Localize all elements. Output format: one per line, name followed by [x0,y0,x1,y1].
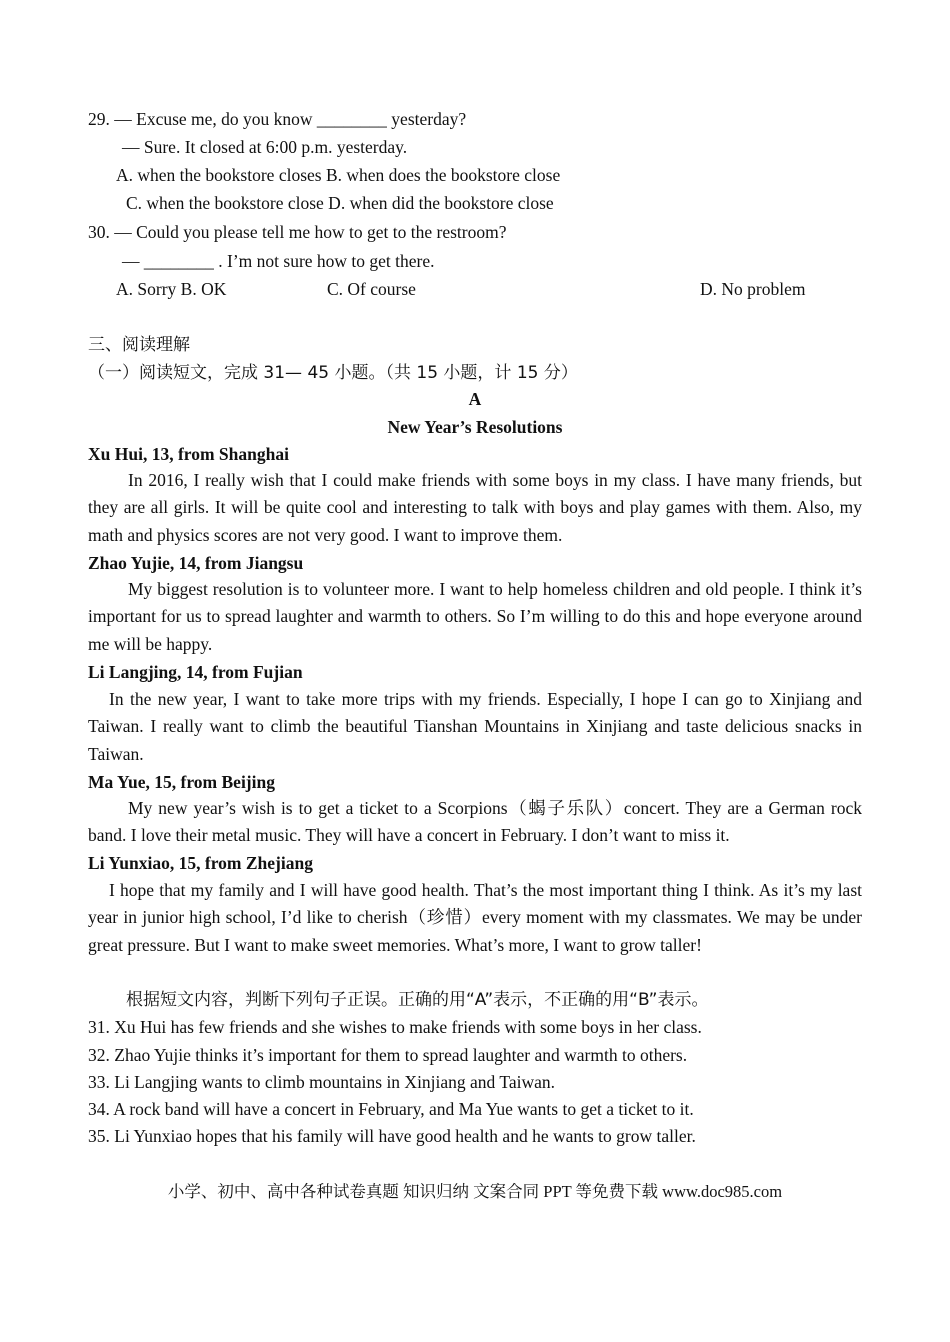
section-subtitle: （一）阅读短文，完成 31— 45 小题。（共 15 小题，计 15 分） [88,363,578,383]
entry-text: My new year’s wish is to get a ticket to a Scorpions（蝎子乐队）concert. They are a German rock band. I love their metal music. They will have a concert in February. I don’t want to miss it. [88,798,862,846]
entry-text: In the new year, I want to take more trips with my friends. Especially, I hope I can go to Xinjiang and Taiwan. I really want to climb the beautiful Tianshan Mountains in Xinjiang and taste delicious snacks in Taiwan. [88,689,862,764]
statement-31: 31. Xu Hui has few friends and she wishes to make friends with some boys in her class. [88,1017,702,1037]
question-30-options-ab: A. Sorry B. OK [116,279,227,299]
question-29-options-ab: A. when the bookstore closes B. when does the bookstore close [116,165,561,185]
entry-name: Zhao Yujie, 14, from Jiangsu [88,553,304,573]
page-footer: 小学、初中、高中各种试卷真题 知识归纳 文案合同 PPT 等免费下载 www.doc985.com [167,1182,783,1201]
question-29-options-cd: C. when the bookstore close D. when did the bookstore close [126,193,554,213]
statement-35: 35. Li Yunxiao hopes that his family will have good health and he wants to grow taller. [88,1126,696,1146]
instruction: 根据短文内容，判断下列句子正误。正确的用“A”表示，不正确的用“B”表示。 [126,990,709,1010]
entry-text: In 2016, I really wish that I could make friends with some boys in my class. I have many friends, but they are all girls. It will be quite cool and interesting to talk with boys and play games with them. Also, my math and physics scores are not very good. I want to improve them. [88,470,862,545]
question-30-reply: — ________ . I’m not sure how to get there. [122,251,435,271]
entry-name: Li Yunxiao, 15, from Zhejiang [88,853,313,873]
entry-text: I hope that my family and I will have good health. That’s the most important thing I think. As it’s my last year in junior high school, I’d like to cherish（珍惜）every moment with my classmates. We may be under great pressure. But I want to make sweet memories. What’s more, I want to grow taller! [88,880,862,955]
entry-name: Ma Yue, 15, from Beijing [88,772,275,792]
entry-name: Li Langjing, 14, from Fujian [88,662,303,682]
passage-letter: A [468,389,482,409]
statement-34: 34. A rock band will have a concert in February, and Ma Yue wants to get a ticket to it. [88,1099,694,1119]
question-29: 29. — Excuse me, do you know ________ yesterday? [88,109,467,129]
passage-title: New Year’s Resolutions [387,417,563,437]
question-30-option-d: D. No problem [700,279,806,299]
statement-32: 32. Zhao Yujie thinks it’s important for them to spread laughter and warmth to others. [88,1045,688,1065]
statement-33: 33. Li Langjing wants to climb mountains in Xinjiang and Taiwan. [88,1072,555,1092]
question-29-reply: — Sure. It closed at 6:00 p.m. yesterday. [122,137,408,157]
entry-text: My biggest resolution is to volunteer more. I want to help homeless children and old people. I think it’s important for us to spread laughter and warmth to others. So I’m willing to do this and hope everyone around me will be happy. [88,579,862,654]
entry-name: Xu Hui, 13, from Shanghai [88,444,289,464]
question-30-option-c: C. Of course [327,279,416,299]
question-30: 30. — Could you please tell me how to get to the restroom? [88,222,507,242]
section-title: 三、阅读理解 [88,335,190,355]
